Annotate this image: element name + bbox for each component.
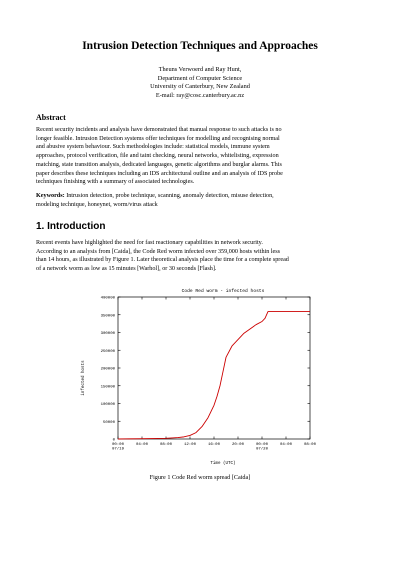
- keywords-label: Keywords:: [36, 193, 65, 199]
- x-tick-label: 04:00: [279, 443, 293, 447]
- abstract-heading: Abstract: [36, 113, 66, 122]
- y-tick-label: 200000: [100, 367, 115, 372]
- chart-series: [118, 312, 310, 439]
- x-tick-label: 07/19: [111, 447, 125, 452]
- abstract-line: paper describes these techniques including an IDS architectural outline and an analysis of IDS probe: [36, 170, 283, 177]
- keywords-line: modeling technique, honeynet, worm/virus attack: [36, 201, 158, 208]
- author-email: E-mail: ray@cosc.canterbury.ac.nz: [155, 91, 245, 99]
- section-heading: 1. Introduction: [36, 221, 106, 232]
- abstract-line: Recent security incidents and analysis have demonstrated that manual response to such attacks is no: [36, 127, 282, 133]
- intro-body: [36, 239, 366, 274]
- chart-title: Code Red worm - infected hosts: [181, 289, 265, 294]
- abstract-line: longer feasible. Intrusion Detection systems offer techniques for modelling and recognising normal: [36, 135, 280, 142]
- intro-line: than 14 hours, as illustrated by Figure 1. Later theoretical analysis place the time for a complete spread: [36, 257, 289, 264]
- keywords-line: [36, 192, 366, 201]
- y-tick-label: 100000: [100, 403, 115, 407]
- x-tick-label: 20:00: [231, 443, 245, 447]
- intro-line: of a network worm as low as 15 minutes [Warhol], or 30 seconds [Flash].: [36, 266, 217, 273]
- keywords-text: Intrusion detection, probe technique, scanning, anomaly detection, misuse detection,: [64, 193, 274, 199]
- abstract-line: matching, state transition analysis, dedicated languages, genetic algorithms and burglar alarms. This: [36, 161, 282, 168]
- y-tick-label: 50000: [102, 420, 115, 425]
- x-tick-label: 08:00: [159, 443, 173, 447]
- x-tick-label: 16:00: [207, 443, 221, 447]
- plot-frame: [118, 297, 310, 439]
- y-tick-label: 250000: [100, 349, 115, 354]
- y-axis-label-group: [81, 360, 86, 396]
- y-tick-label: 300000: [100, 332, 115, 336]
- y-tick-label: 350000: [100, 314, 115, 319]
- x-tick-label: 08:00: [303, 443, 317, 447]
- figure-1: [78, 283, 328, 466]
- x-tick-label: 04:00: [135, 443, 149, 447]
- series-line-infected-hosts: [118, 312, 310, 439]
- chart-ticks: [101, 297, 317, 452]
- code-red-chart: [78, 283, 328, 466]
- abstract-body: [36, 126, 366, 187]
- author-names: Theuns Verwoerd and Ray Hunt,: [158, 66, 242, 73]
- abstract-line: approaches, protocol verification, file and taint checking, neural networks, whitelisting, expression: [36, 153, 279, 160]
- abstract-line: techniques finishing with a summary of associated technologies.: [36, 179, 195, 186]
- intro-line: According to an analysis from [Caida], the Code Red worm infected over 359,000 hosts within less: [36, 248, 281, 255]
- y-tick-label: 400000: [100, 296, 115, 301]
- y-axis-label: infected hosts: [82, 360, 86, 396]
- figure-caption: Figure 1 Code Red worm spread [Caida]: [149, 474, 251, 481]
- x-tick-label: 00:00: [255, 443, 269, 447]
- author-university: University of Canterbury, New Zealand: [150, 83, 250, 91]
- author-block: [0, 66, 400, 100]
- x-tick-label: 07/20: [255, 447, 269, 452]
- y-tick-label: 150000: [100, 385, 115, 390]
- chart-axes: [118, 297, 310, 439]
- y-tick-label: 0: [112, 438, 115, 443]
- intro-line: Recent events have highlighted the need for fast reactionary capabilities in network security.: [36, 240, 263, 246]
- x-tick-label: 00:00: [111, 443, 125, 447]
- keywords-block: [36, 192, 366, 209]
- paper-title: Intrusion Detection Techniques and Approaches: [82, 40, 318, 52]
- abstract-line: and abusive system behaviour. Such methodologies include: statistical models, immune system: [36, 144, 270, 151]
- x-tick-label: 12:00: [183, 443, 197, 447]
- author-department: Department of Computer Science: [157, 74, 243, 82]
- x-axis-label: Time (UTC): [210, 462, 236, 466]
